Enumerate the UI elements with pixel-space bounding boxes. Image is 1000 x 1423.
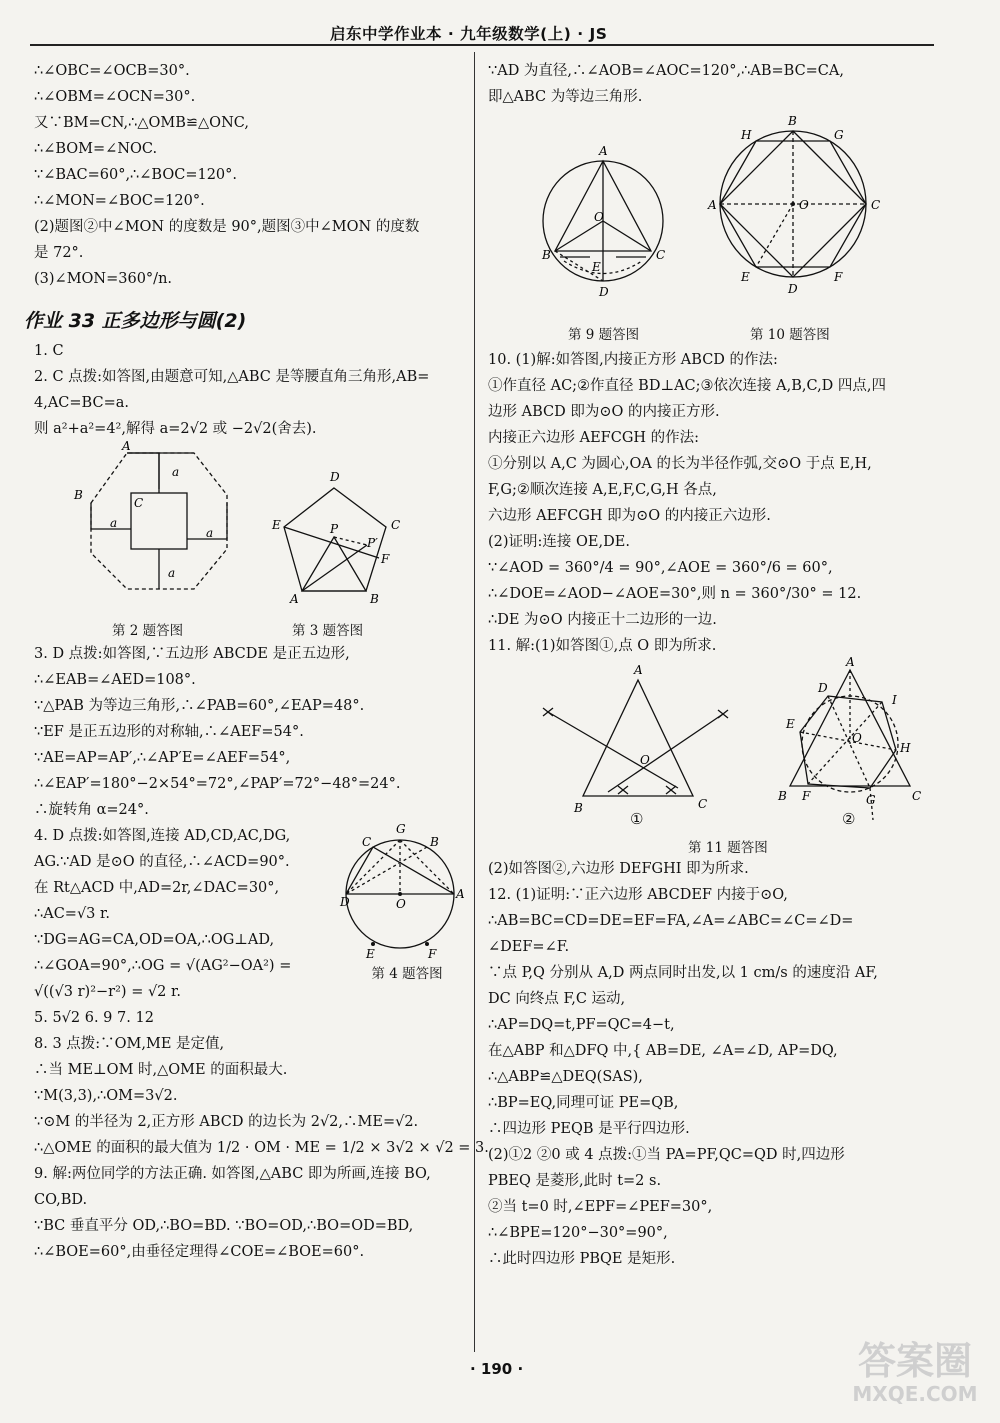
fig2-caption: 第 2 题答图 bbox=[112, 623, 184, 639]
text-line: ∵⊙M 的半径为 2,正方形 ABCD 的边长为 2√2,∴ME=√2. bbox=[34, 1114, 419, 1130]
text-line: ∴∠BPE=120°−30°=90°, bbox=[488, 1225, 668, 1241]
watermark-logo bbox=[850, 1340, 980, 1406]
text-line: ∴AP=DQ=t,PF=QC=4−t, bbox=[488, 1017, 675, 1033]
text-line: 8. 3 点拨:∵OM,ME 是定值, bbox=[34, 1036, 225, 1052]
question-4-block bbox=[34, 824, 464, 1005]
text-line: 在△ABP 和△DFQ 中,{ AB=DE, ∠A=∠D, AP=DQ, bbox=[488, 1043, 838, 1059]
fig2-label-a-bottom: a bbox=[168, 566, 176, 580]
text-line: 3. D 点拨:如答图,∵五边形 ABCDE 是正五边形, bbox=[34, 646, 350, 662]
text-line: 六边形 AEFCGH 即为⊙O 的内接正六边形. bbox=[488, 508, 771, 524]
fig11a-label-B: B bbox=[574, 801, 583, 815]
fig11-label-1: ① bbox=[630, 810, 644, 828]
text-line: F,G;②顺次连接 A,E,F,C,G,H 各点, bbox=[488, 482, 717, 498]
left-block-d bbox=[34, 824, 334, 1005]
fig4-label-D: D bbox=[340, 895, 350, 909]
text-line: ∴∠EAB=∠AED=108°. bbox=[34, 672, 196, 688]
fig9-label-A: A bbox=[599, 144, 608, 158]
text-line: ∴AB=BC=CD=DE=EF=FA,∠A=∠ABC=∠C=∠D= bbox=[488, 913, 854, 929]
figure-11 bbox=[488, 655, 958, 856]
right-block-a bbox=[488, 59, 958, 110]
text-line: 内接正六边形 AEFCGH 的作法: bbox=[488, 430, 700, 446]
fig3-label-E: E bbox=[272, 518, 281, 532]
text-line: 12. (1)证明:∵正六边形 ABCDEF 内接于⊙O, bbox=[488, 887, 788, 903]
text-line: ∵DG=AG=CA,OD=OA,∴OG⊥AD, bbox=[34, 932, 275, 948]
figure-2-diagram bbox=[34, 439, 464, 615]
left-block-c bbox=[34, 642, 464, 823]
fig3-label-P-prime: P′ bbox=[367, 536, 378, 550]
fig2-label-a-left: a bbox=[110, 516, 118, 530]
fig4-label-B: B bbox=[430, 835, 439, 849]
text-line: CO,BD. bbox=[34, 1192, 88, 1208]
fig2-label-A: A bbox=[122, 439, 131, 453]
fig3-label-C: C bbox=[391, 518, 401, 532]
header-rule bbox=[30, 44, 934, 46]
fig10-label-F: F bbox=[834, 270, 843, 284]
text-line: ∵∠BAC=60°,∴∠BOC=120°. bbox=[34, 167, 238, 183]
text-line: 11. 解:(1)如答图①,点 O 即为所求. bbox=[488, 638, 717, 654]
fig11a-label-C: C bbox=[698, 797, 708, 811]
fig3-label-F: F bbox=[381, 552, 390, 566]
right-column bbox=[488, 58, 958, 1273]
fig11b-label-B: B bbox=[778, 789, 787, 803]
text-line: (2)证明:连接 OE,DE. bbox=[488, 534, 630, 550]
text-line: ∵BC 垂直平分 OD,∴BO=BD. ∵BO=OD,∴BO=OD=BD, bbox=[34, 1218, 414, 1234]
text-line: ∴△ABP≌△DEQ(SAS), bbox=[488, 1069, 643, 1085]
text-line: ∴∠BOE=60°,由垂径定理得∠COE=∠BOE=60°. bbox=[34, 1244, 365, 1260]
figures-2-3 bbox=[34, 439, 464, 641]
fig2-label-C: C bbox=[134, 496, 144, 510]
text-line: ∴当 ME⊥OM 时,△OME 的面积最大. bbox=[34, 1062, 288, 1078]
text-line: (2)如答图②,六边形 DEFGHI 即为所求. bbox=[488, 861, 749, 877]
text-line: ∵M(3,3),∴OM=3√2. bbox=[34, 1088, 178, 1104]
fig9-label-B: B bbox=[542, 248, 551, 262]
left-column bbox=[24, 58, 489, 1266]
fig4-label-G: G bbox=[396, 822, 406, 836]
text-line: PBEQ 是菱形,此时 t=2 s. bbox=[488, 1173, 662, 1189]
text-line: ∴∠OBM=∠OCN=30°. bbox=[34, 89, 196, 105]
text-line: 1. C bbox=[34, 343, 64, 359]
fig2-label-a-right: a bbox=[206, 526, 214, 540]
fig11b-label-I: I bbox=[892, 693, 897, 707]
text-line: 4. D 点拨:如答图,连接 AD,CD,AC,DG, bbox=[34, 828, 291, 844]
fig10-label-E: E bbox=[741, 270, 750, 284]
fig11b-label-C: C bbox=[912, 789, 922, 803]
fig4-label-E: E bbox=[366, 947, 375, 961]
fig10-label-D: D bbox=[788, 282, 798, 296]
figures-9-10 bbox=[488, 111, 958, 347]
fig10-label-B: B bbox=[788, 114, 797, 128]
text-line: 即△ABC 为等边三角形. bbox=[488, 89, 643, 105]
text-line: ∵AD 为直径,∴∠AOB=∠AOC=120°,∴AB=BC=CA, bbox=[488, 63, 844, 79]
text-line: ∵∠AOD = 360°/4 = 90°,∠AOE = 360°/6 = 60°, bbox=[488, 560, 833, 576]
fig4-label-O: O bbox=[396, 897, 406, 911]
fig10-label-O: O bbox=[799, 198, 809, 212]
text-line: ∴∠MON=∠BOC=120°. bbox=[34, 193, 205, 209]
fig4-caption: 第 4 题答图 bbox=[371, 966, 443, 982]
page-number: · 190 · bbox=[470, 1360, 524, 1378]
figure-4 bbox=[342, 816, 472, 982]
text-line: ∵△PAB 为等边三角形,∴∠PAB=60°,∠EAP=48°. bbox=[34, 698, 365, 714]
figure-11-diagram bbox=[488, 655, 958, 832]
fig11a-label-O: O bbox=[640, 753, 650, 767]
fig9-caption: 第 9 题答图 bbox=[568, 327, 640, 343]
text-line: 4,AC=BC=a. bbox=[34, 395, 129, 411]
text-line: ∴∠BOM=∠NOC. bbox=[34, 141, 158, 157]
fig3-label-A: A bbox=[290, 592, 299, 606]
text-line: 10. (1)解:如答图,内接正方形 ABCD 的作法: bbox=[488, 352, 778, 368]
fig11b-label-A: A bbox=[846, 655, 855, 669]
fig9-label-O: O bbox=[594, 210, 604, 224]
text-line: ②当 t=0 时,∠EPF=∠PEF=30°, bbox=[488, 1199, 713, 1215]
fig11b-label-O: O bbox=[852, 731, 862, 745]
fig2-label-a-top: a bbox=[172, 465, 180, 479]
figure-4-diagram bbox=[342, 816, 472, 964]
watermark-text: 答案圈 bbox=[857, 1338, 972, 1383]
fig10-label-G: G bbox=[834, 128, 844, 142]
fig9-label-C: C bbox=[656, 248, 666, 262]
text-line: (2)题图②中∠MON 的度数是 90°,题图③中∠MON 的度数 bbox=[34, 219, 420, 235]
figures-9-10-diagram bbox=[488, 111, 958, 321]
text-line: 9. 解:两位同学的方法正确. 如答图,△ABC 即为所画,连接 BO, bbox=[34, 1166, 431, 1182]
fig3-label-B: B bbox=[370, 592, 379, 606]
text-line: 在 Rt△ACD 中,AD=2r,∠DAC=30°, bbox=[34, 880, 280, 896]
fig11-label-2: ② bbox=[842, 810, 856, 828]
fig11b-label-H: H bbox=[900, 741, 911, 755]
text-line: ∵AE=AP=AP′,∴∠AP′E=∠AEF=54°, bbox=[34, 750, 291, 766]
fig11-caption: 第 11 题答图 bbox=[688, 840, 768, 856]
text-line: DC 向终点 F,C 运动, bbox=[488, 991, 626, 1007]
text-line: (3)∠MON=360°/n. bbox=[34, 271, 173, 287]
fig4-label-A: A bbox=[456, 887, 465, 901]
text-line: 是 72°. bbox=[34, 245, 84, 261]
text-line: ①作直径 AC;②作直径 BD⊥AC;③依次连接 A,B,C,D 四点,四 bbox=[488, 378, 887, 394]
text-line: 又∵BM=CN,∴△OMB≌△ONC, bbox=[34, 115, 249, 131]
text-line: ∴旋转角 α=24°. bbox=[34, 802, 149, 818]
fig4-label-C: C bbox=[362, 835, 372, 849]
fig9-label-D: D bbox=[599, 285, 609, 299]
text-line: ∵点 P,Q 分别从 A,D 两点同时出发,以 1 cm/s 的速度沿 AF, bbox=[488, 965, 878, 981]
fig11b-label-G: G bbox=[866, 793, 876, 807]
fig3-caption: 第 3 题答图 bbox=[292, 623, 364, 639]
fig10-label-H: H bbox=[741, 128, 752, 142]
text-line: ∴此时四边形 PBQE 是矩形. bbox=[488, 1251, 676, 1267]
text-line: ∴∠EAP′=180°−2×54°=72°,∠PAP′=72°−48°=24°. bbox=[34, 776, 401, 792]
fig3-label-P: P bbox=[330, 522, 339, 536]
text-line: 则 a²+a²=4²,解得 a=2√2 或 −2√2(舍去). bbox=[34, 421, 317, 437]
text-line: 边形 ABCD 即为⊙O 的内接正方形. bbox=[488, 404, 720, 420]
fig3-label-D: D bbox=[330, 470, 340, 484]
text-line: ∴DE 为⊙O 内接正十二边形的一边. bbox=[488, 612, 717, 628]
text-line: √((√3 r)²−r²) = √2 r. bbox=[34, 984, 181, 1000]
right-block-c bbox=[488, 857, 958, 1272]
text-line: ∴∠OBC=∠OCB=30°. bbox=[34, 63, 190, 79]
text-line: 2. C 点拨:如答图,由题意可知,△ABC 是等腰直角三角形,AB= bbox=[34, 369, 430, 385]
text-line: ①分别以 A,C 为圆心,OA 的长为半径作弧,交⊙O 于点 E,H, bbox=[488, 456, 872, 472]
fig2-label-B: B bbox=[74, 488, 83, 502]
header-title: 启东中学作业本 · 九年级数学(上) · JS bbox=[330, 25, 608, 43]
watermark-url: MXQE.COM bbox=[852, 1382, 978, 1406]
left-block-b bbox=[34, 339, 464, 442]
fig11b-label-F: F bbox=[802, 789, 811, 803]
text-line: ∴AC=√3 r. bbox=[34, 906, 110, 922]
section-title: 作业 33 正多边形与圆(2) bbox=[24, 310, 247, 332]
left-block-a bbox=[34, 59, 464, 292]
fig10-label-C: C bbox=[871, 198, 881, 212]
column-divider bbox=[474, 52, 475, 1352]
text-line: 5. 5√2 6. 9 7. 12 bbox=[34, 1010, 154, 1026]
text-line: ∴四边形 PEQB 是平行四边形. bbox=[488, 1121, 690, 1137]
left-block-e bbox=[34, 1006, 489, 1265]
text-line: (2)①2 ②0 或 4 点拨:①当 PA=PF,QC=QD 时,四边形 bbox=[488, 1147, 845, 1163]
fig11a-label-A: A bbox=[634, 663, 643, 677]
page-header bbox=[0, 22, 1000, 44]
text-line: AG.∵AD 是⊙O 的直径,∴∠ACD=90°. bbox=[34, 854, 290, 870]
fig10-label-A: A bbox=[708, 198, 717, 212]
fig9-label-E: E bbox=[592, 260, 601, 274]
right-block-b bbox=[488, 348, 958, 659]
fig11b-label-D: D bbox=[818, 681, 828, 695]
fig4-label-F: F bbox=[428, 947, 437, 961]
fig10-caption: 第 10 题答图 bbox=[750, 327, 830, 343]
text-line: ∵EF 是正五边形的对称轴,∴∠AEF=54°. bbox=[34, 724, 304, 740]
fig11b-label-E: E bbox=[786, 717, 795, 731]
text-line: ∴BP=EQ,同理可证 PE=QB, bbox=[488, 1095, 679, 1111]
text-line: ∴∠DOE=∠AOD−∠AOE=30°,则 n = 360°/30° = 12. bbox=[488, 586, 862, 602]
text-line: ∠DEF=∠F. bbox=[488, 939, 570, 955]
text-line: ∴∠GOA=90°,∴OG = √(AG²−OA²) = bbox=[34, 958, 292, 974]
text-line: ∴△OME 的面积的最大值为 1/2 · OM · ME = 1/2 × 3√2 × √2 = 3. bbox=[34, 1140, 489, 1156]
